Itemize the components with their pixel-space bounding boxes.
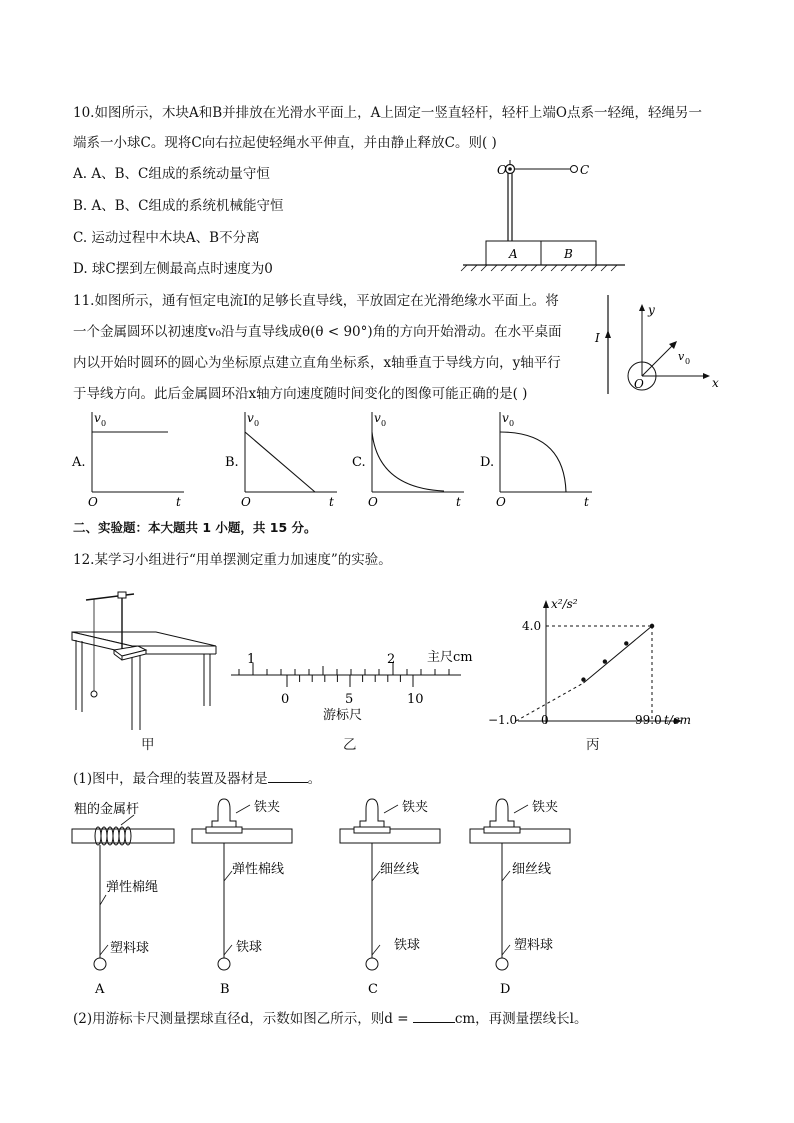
- v0-label: v: [502, 411, 509, 425]
- trend-line: [583, 626, 652, 683]
- fig-bing-label: 丙: [586, 737, 600, 753]
- chart-xlabel: t/cm: [664, 713, 691, 727]
- q10-text-line1: 10.如图所示，木块A和B并排放在光滑水平面上，A上固定一竖直轻杆，轻杆上端O点系一轻绳，轻绳另一: [73, 105, 702, 121]
- vernier-tick-label-5: 5: [345, 692, 354, 707]
- apparatus-d-string-label: 细丝线: [512, 862, 552, 877]
- apparatus-d: [466, 795, 596, 995]
- q11-graph-b: [225, 408, 345, 518]
- data-point: [581, 677, 585, 681]
- apparatus-c: [336, 795, 466, 995]
- q10-option-a: A. A、B、C组成的系统动量守恒: [73, 166, 270, 182]
- section-2-heading: 二、实验题：本大题共 1 小题，共 15 分。: [73, 520, 317, 535]
- apparatus-b-top-label: 铁夹: [254, 800, 281, 815]
- apparatus-d-ball-label: 塑料球: [514, 938, 554, 953]
- t-label: t: [456, 495, 461, 509]
- label-o: O: [634, 377, 644, 391]
- fig-yi-caliper: [225, 645, 485, 725]
- q12-intro: 12.某学习小组进行“用单摆测定重力加速度”的实验。: [73, 552, 392, 568]
- origin-label: O: [88, 495, 98, 509]
- q12-sub2-answer-blank[interactable]: [413, 1008, 455, 1023]
- option-letter: B.: [225, 455, 239, 470]
- apparatus-c-string-label: 细丝线: [380, 862, 420, 877]
- main-tick-label-1: 1: [247, 652, 256, 667]
- apparatus-d-top-label: 铁夹: [532, 800, 559, 815]
- apparatus-a-ball-label: 塑料球: [110, 941, 150, 956]
- label-v0: v: [678, 350, 685, 363]
- q11-graph-a: [72, 408, 192, 518]
- label-y: y: [648, 303, 655, 317]
- t-label: t: [329, 495, 334, 509]
- q12-sub1-answer-blank[interactable]: [268, 768, 308, 783]
- q10-text-line2: 端系一小球C。现将C向右拉起使轻绳水平伸直，并由静止释放C。则( ): [73, 135, 497, 151]
- option-letter: A.: [72, 455, 86, 470]
- label-block-a: A: [509, 247, 518, 261]
- chart-xtick-99: 99.0: [635, 713, 662, 727]
- v0-label: v: [374, 411, 381, 425]
- curve: [372, 432, 444, 491]
- option-letter: D.: [480, 455, 495, 470]
- q11-figure: [590, 290, 730, 400]
- main-tick-label-2: 2: [387, 652, 396, 667]
- vernier-scale-label: 游标尺: [323, 708, 363, 723]
- label-block-b: B: [564, 247, 573, 261]
- apparatus-b: [188, 795, 318, 995]
- label-i: I: [595, 331, 600, 345]
- vernier-tick-label-10: 10: [407, 692, 424, 707]
- apparatus-c-ball-label: 铁球: [394, 938, 421, 953]
- curve: [245, 432, 315, 492]
- chart-ylabel: x²/s²: [551, 597, 578, 611]
- origin-label: O: [496, 495, 506, 509]
- t-label: t: [176, 495, 181, 509]
- q12-sub1-end: 。: [307, 771, 322, 787]
- vernier-tick-label-0: 0: [281, 692, 290, 707]
- label-o: O: [497, 163, 507, 177]
- v0-sub: 0: [509, 419, 515, 428]
- fig-jia-label: 甲: [141, 737, 155, 753]
- apparatus-b-ball-label: 铁球: [236, 940, 263, 955]
- apparatus-a: [66, 795, 196, 995]
- q11-text-line2: 一个金属圆环以初速度v₀沿与直导线成θ(θ < 90°)角的方向开始滑动。在水平桌面: [73, 324, 562, 340]
- curve: [500, 432, 566, 492]
- chart-xtick-zero: 0: [541, 713, 549, 727]
- v0-label: v: [94, 411, 101, 425]
- v0-sub: 0: [254, 419, 260, 428]
- data-point-end: [650, 624, 654, 628]
- q12-sub2-text: (2)用游标卡尺测量摆球直径d，示数如图乙所示，则d =: [73, 1011, 409, 1027]
- trend-extension: [516, 683, 583, 721]
- q11-graph-d: [480, 408, 600, 518]
- t-label: t: [584, 495, 589, 509]
- chart-ytick-4: 4.0: [522, 619, 542, 633]
- q12-sub2: [73, 1008, 588, 1029]
- q12-sub2-text-end: cm，再测量摆线长l。: [454, 1011, 588, 1027]
- apparatus-a-top-label: 粗的金属杆: [74, 802, 140, 817]
- apparatus-d-letter: D: [500, 982, 511, 997]
- origin-label: O: [368, 495, 378, 509]
- apparatus-c-top-label: 铁夹: [402, 800, 429, 815]
- q12-sub1: [73, 768, 321, 789]
- data-point: [624, 641, 628, 645]
- v0-sub: 0: [101, 419, 107, 428]
- origin-label: O: [241, 495, 251, 509]
- q10-option-b: B. A、B、C组成的系统机械能守恒: [73, 198, 284, 214]
- label-v0-sub: 0: [685, 357, 691, 366]
- apparatus-b-letter: B: [220, 982, 230, 997]
- fig-jia-apparatus: [66, 588, 226, 738]
- fig-bing-chart: [478, 594, 708, 732]
- option-letter: C.: [352, 455, 366, 470]
- q10-option-c: C. 运动过程中木块A、B不分离: [73, 230, 260, 246]
- data-point: [603, 659, 607, 663]
- apparatus-b-string-label: 弹性棉线: [232, 862, 285, 877]
- chart-xtick-neg: −1.0: [488, 713, 518, 727]
- label-x: x: [712, 376, 719, 390]
- apparatus-a-letter: A: [95, 982, 105, 997]
- q11-text-line4: 于导线方向。此后金属圆环沿x轴方向速度随时间变化的图像可能正确的是( ): [73, 386, 528, 402]
- v0-sub: 0: [381, 419, 387, 428]
- v0-label: v: [247, 411, 254, 425]
- q11-text-line1: 11.如图所示，通有恒定电流I的足够长直导线，平放固定在光滑绝缘水平面上。将: [73, 293, 559, 309]
- apparatus-c-letter: C: [368, 982, 378, 997]
- q11-graph-c: [352, 408, 472, 518]
- fig-yi-label: 乙: [343, 737, 357, 753]
- q11-text-line3: 内以开始时圆环的圆心为坐标原点建立直角坐标系，x轴垂直于导线方向，y轴平行: [73, 355, 561, 371]
- q10-figure: [455, 155, 635, 275]
- label-c: C: [580, 163, 590, 177]
- q12-sub1-text: (1)图中，最合理的装置及器材是: [73, 771, 268, 787]
- main-scale-label: 主尺cm: [427, 650, 473, 665]
- q10-option-d: D. 球C摆到左侧最高点时速度为0: [73, 261, 273, 277]
- apparatus-a-string-label: 弹性棉绳: [106, 880, 159, 895]
